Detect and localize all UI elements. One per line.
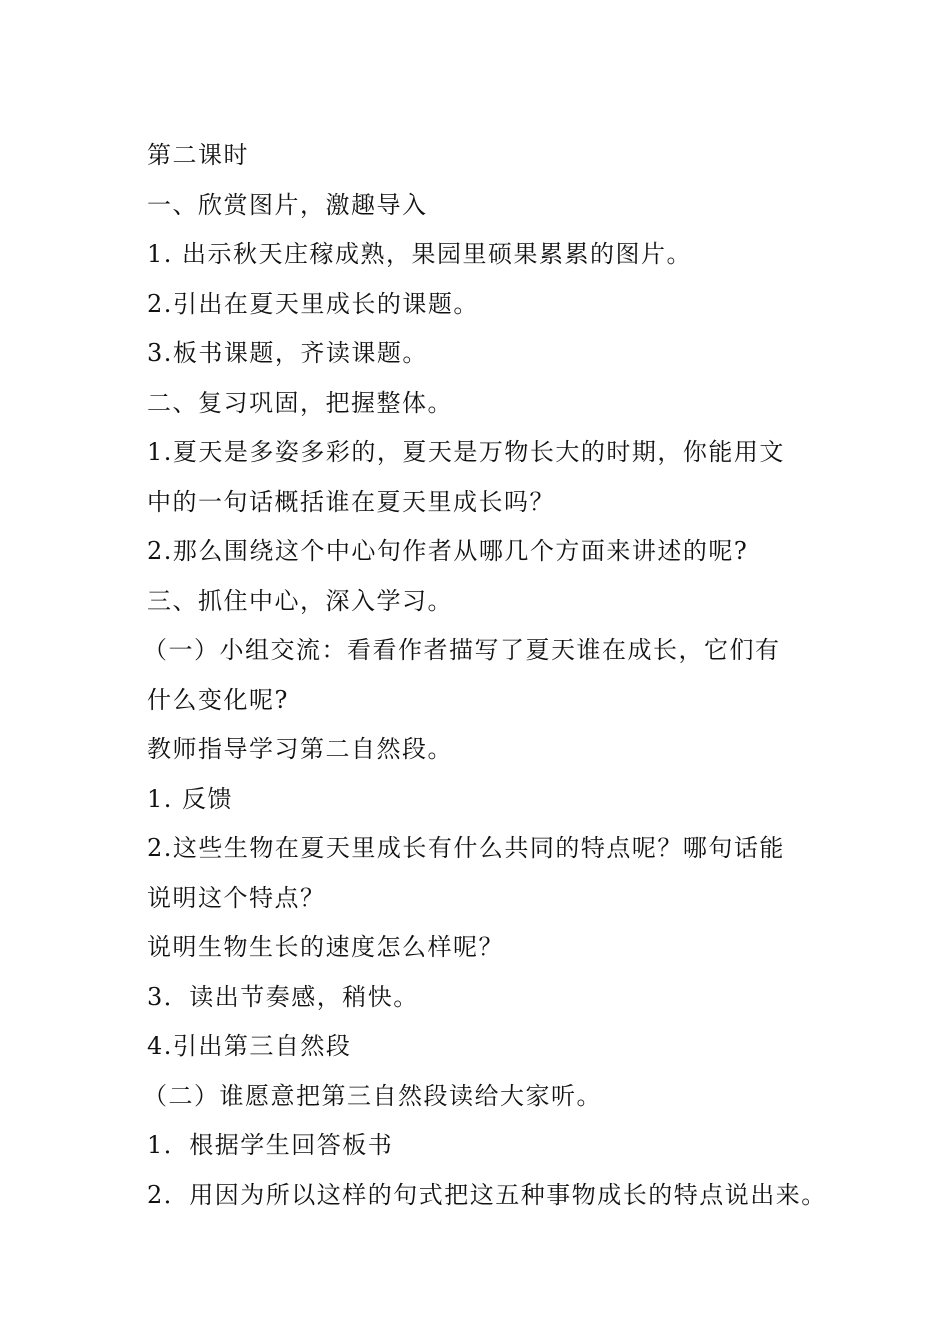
subsection-heading-1: （一）小组交流：看看作者描写了夏天谁在成长，它们有 (143, 636, 781, 664)
lesson-plan-text (143, 131, 837, 1220)
paragraph-line: 教师指导学习第二自然段。 (147, 735, 453, 763)
paragraph-line: 中的一句话概括谁在夏天里成长吗？ (147, 487, 555, 516)
paragraph-line: 1. 反馈 (147, 784, 234, 813)
paragraph-line: 3．读出节奏感，稍快。 (147, 982, 419, 1011)
section-heading-1: 一、欣赏图片，激趣导入 (147, 190, 428, 219)
paragraph-line: 说明这个特点？ (147, 883, 326, 912)
paragraph-line: 2.那么围绕这个中心句作者从哪几个方面来讲述的呢? (147, 537, 749, 565)
paragraph-line: 2.这些生物在夏天里成长有什么共同的特点呢？哪句话能 (147, 834, 785, 862)
paragraph-line: 1．根据学生回答板书 (147, 1131, 394, 1159)
section-heading-2: 二、复习巩固，把握整体。 (147, 388, 453, 417)
paragraph-line: 2.引出在夏天里成长的课题。 (147, 289, 479, 318)
paragraph-line: 说明生物生长的速度怎么样呢？ (147, 933, 504, 961)
paragraph-line: 4.引出第三自然段 (147, 1032, 352, 1060)
paragraph-line: 1. 出示秋天庄稼成熟，果园里硕果累累的图片。 (147, 240, 693, 268)
paragraph-line: 2．用因为所以这样的句式把这五种事物成长的特点说出来。 (147, 1180, 827, 1209)
paragraph-line: 3.板书课题，齐读课题。 (147, 339, 428, 367)
paragraph-line: 什么变化呢? (147, 685, 289, 714)
paragraph-line: 1.夏天是多姿多彩的，夏天是万物长大的时期，你能用文 (147, 438, 785, 466)
subsection-heading-2: （二）谁愿意把第三自然段读给大家听。 (143, 1081, 602, 1110)
section-heading-3: 三、抓住中心，深入学习。 (147, 586, 453, 615)
lesson-title: 第二课时 (147, 141, 249, 169)
